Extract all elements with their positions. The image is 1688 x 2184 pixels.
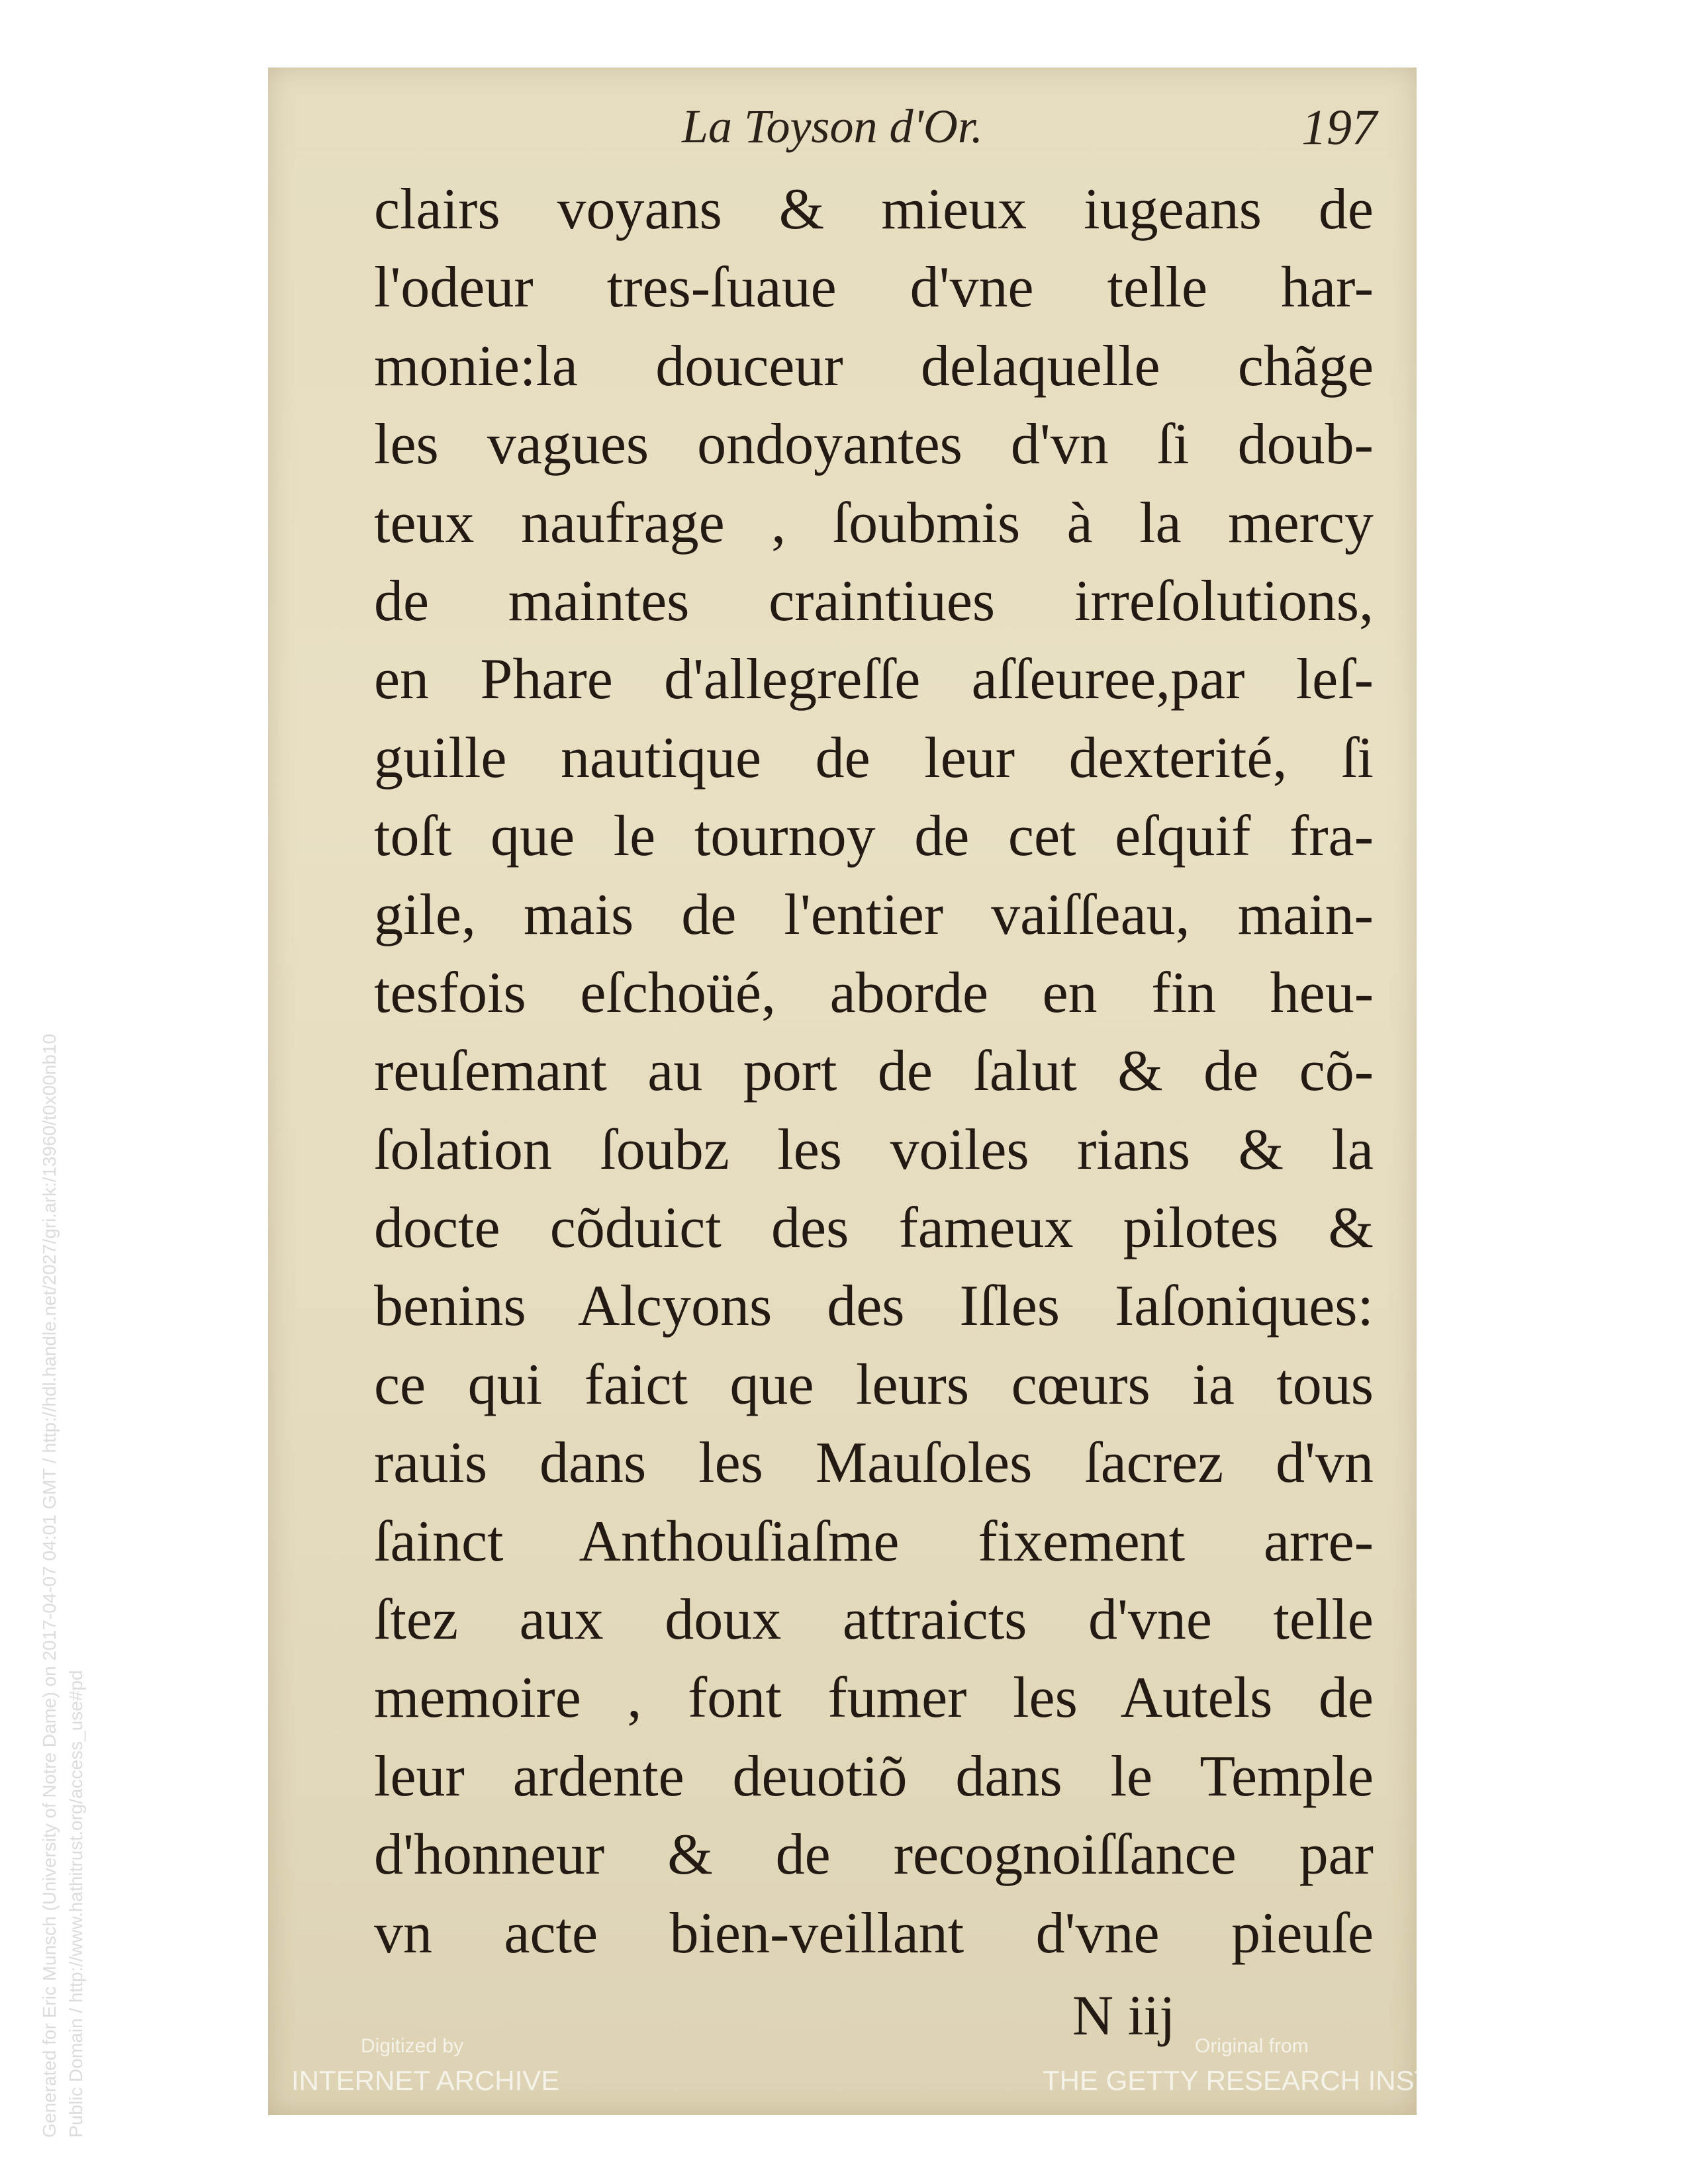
text-line: benins Alcyons des Iſles Iaſoniques: <box>374 1274 1374 1339</box>
text-line: ſainct Anthouſiaſme fixement arre- <box>374 1509 1374 1574</box>
text-line: gile, mais de l'entier vaiſſeau, main- <box>374 882 1374 947</box>
text-line: de maintes craintiues irreſolutions, <box>374 569 1374 633</box>
page-number: 197 <box>1301 100 1377 156</box>
text-line: tesfois eſchoüé, aborde en fin heu- <box>374 960 1374 1025</box>
text-line: rauis dans les Mauſoles ſacrez d'vn <box>374 1431 1374 1496</box>
digitized-by-label: Digitized by <box>361 2035 464 2057</box>
text-line: reuſemant au port de ſalut & de cõ- <box>374 1039 1374 1104</box>
text-line: ſolation ſoubz les voiles rians & la <box>374 1117 1374 1182</box>
text-line: l'odeur tres-ſuaue d'vne telle har- <box>374 255 1374 320</box>
text-line: les vagues ondoyantes d'vn ſi doub- <box>374 412 1374 477</box>
body-text <box>374 171 1374 1973</box>
text-line: en Phare d'allegreſſe aſſeuree,par leſ- <box>374 647 1374 712</box>
internet-archive-label: INTERNET ARCHIVE <box>291 2065 560 2096</box>
text-line: ce qui faict que leurs cœurs ia tous <box>374 1352 1374 1417</box>
running-head <box>417 99 1377 172</box>
watermark-line: Generated for Eric Munsch (University of Notre Dame) on 2017-04-07 04:01 GMT / http://hdl.handle.net/2027/gri.ark:/13960/t0x00nb10 <box>39 1034 60 2138</box>
text-line: monie:la douceur delaquelle chãge <box>374 334 1374 398</box>
hathitrust-watermark <box>36 1034 89 2138</box>
text-line: d'honneur & de recognoiſſance par <box>374 1823 1374 1888</box>
text-line: leur ardente deuotiõ dans le Temple <box>374 1744 1374 1809</box>
text-line: guille nautique de leur dexterité, ſi <box>374 725 1374 790</box>
getty-label: THE GETTY RESEARCH INSTITUTE <box>1043 2065 1512 2096</box>
running-title: La Toyson d'Or. <box>682 100 983 153</box>
text-line: docte cõduict des fameux pilotes & <box>374 1196 1374 1261</box>
text-line: teux naufrage , ſoubmis à la mercy <box>374 490 1374 555</box>
original-from-label: Original from <box>1195 2035 1309 2057</box>
text-line: toſt que le tournoy de cet eſquif fra- <box>374 804 1374 869</box>
watermark-line: Public Domain / http://www.hathitrust.org/access_use#pd <box>66 1670 86 2138</box>
text-line: clairs voyans & mieux iugeans de <box>374 177 1374 242</box>
text-line: vn acte bien-veillant d'vne pieuſe <box>374 1901 1374 1966</box>
text-line: memoire , font fumer les Autels de <box>374 1666 1374 1731</box>
text-line: ſtez aux doux attraicts d'vne telle <box>374 1588 1374 1653</box>
signature-mark: N iij <box>1072 1983 1176 2047</box>
